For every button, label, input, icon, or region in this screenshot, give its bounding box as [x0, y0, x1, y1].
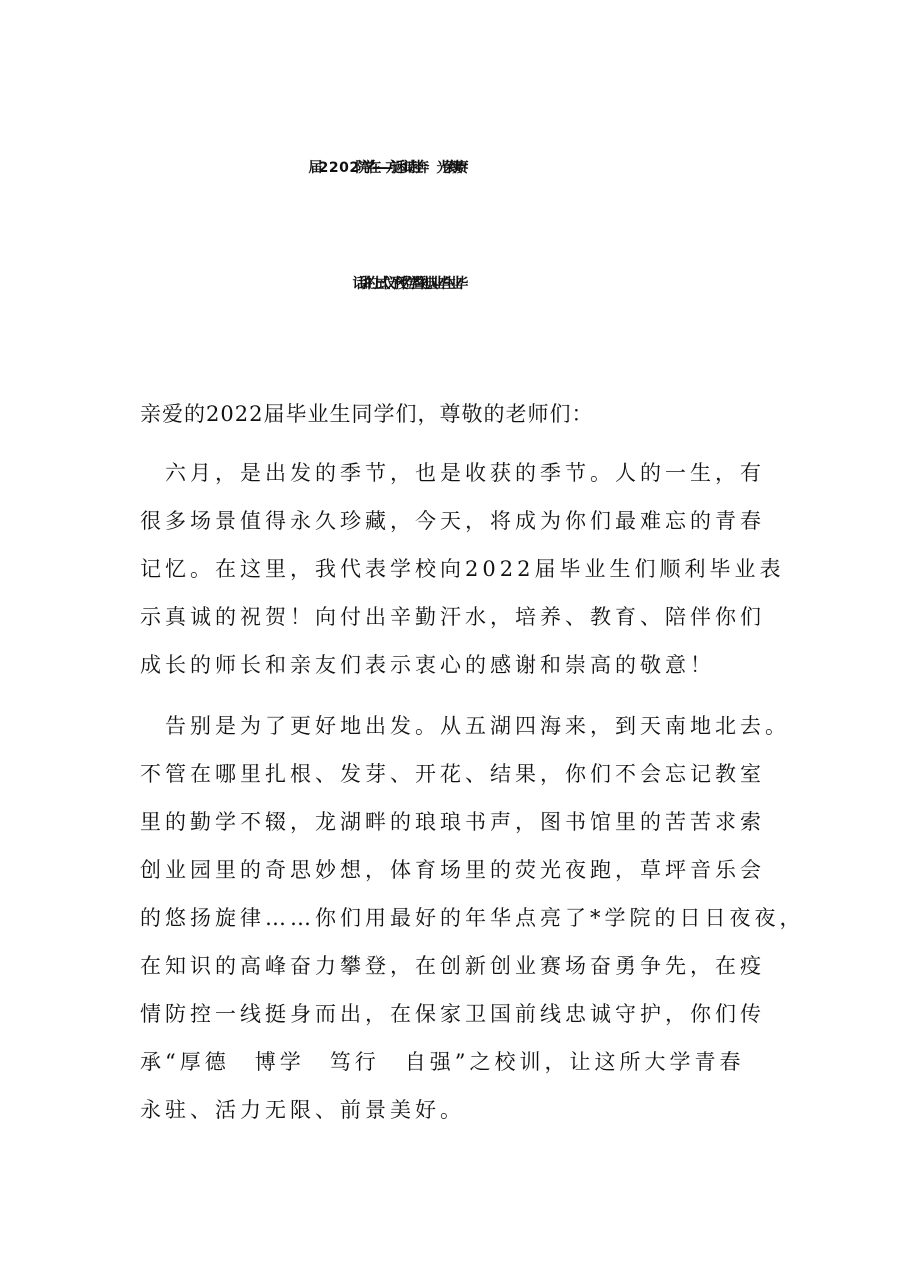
paragraph-2-line-4: 创业园里的奇思妙想，体育场里的荧光夜跑，草坪音乐会	[140, 858, 765, 882]
paragraph-2-line-9: 永驻、活力无限、前景美好。	[140, 1098, 465, 1122]
paragraph-1-line-5: 成长的师长和亲友们表示衷心的感谢和崇高的敬意！	[140, 653, 715, 677]
paragraph-1-line-2: 很多场景值得永久珍藏，今天，将成为你们最难忘的青春	[140, 509, 765, 533]
paragraph-2-line-5: 的悠扬旋律……你们用最好的年华点亮了*学院的日日夜夜，	[140, 906, 805, 930]
paragraph-2-line-2: 不管在哪里扎根、发芽、开花、结果，你们不会忘记教室	[140, 762, 765, 786]
document-title-line-1	[0, 148, 909, 188]
paragraph-2-line-6: 在知识的高峰奋力攀登，在创新创业赛场奋勇争先，在疫	[140, 954, 765, 978]
salutation: 亲爱的2022届毕业生同学们，尊敬的老师们：	[140, 402, 594, 426]
document-title-line-2	[0, 264, 909, 304]
paragraph-1-line-3: 记忆。在这里，我代表学校向2022届毕业生们顺利毕业表	[140, 557, 785, 581]
paragraph-1-line-1: 六月，是出发的季节，也是收获的季节。人的一生，有	[140, 461, 765, 485]
paragraph-1-line-4: 示真诚的祝贺！向付出辛勤汗水，培养、教育、陪伴你们	[140, 605, 765, 629]
paragraph-2-line-8: 承“厚德 博学 笃行 自强”之校训，让这所大学青春	[140, 1050, 745, 1074]
paragraph-2-line-3: 里的勤学不辍，龙湖畔的琅琅书声，图书馆里的苦苦求索	[140, 810, 765, 834]
paragraph-2-line-7: 情防控一线挺身而出，在保家卫国前线忠诚守护，你们传	[140, 1002, 765, 1026]
paragraph-2-line-1: 告别是为了更好地出发。从五湖四海来，到天南地北去。	[140, 714, 790, 738]
